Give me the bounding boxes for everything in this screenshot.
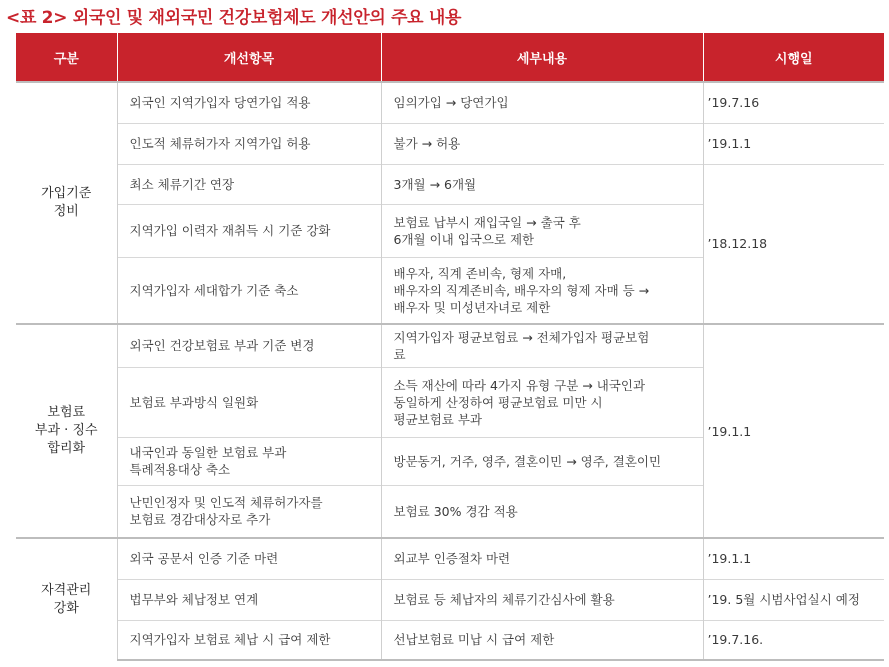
header-category: 구분 bbox=[16, 33, 117, 82]
detail-cell: 지역가입자 평균보험료 → 전체가입자 평균보험 료 bbox=[381, 324, 703, 367]
table-row bbox=[16, 620, 884, 660]
table-row bbox=[16, 123, 884, 164]
date-cell: ’19.7.16. bbox=[703, 620, 884, 660]
item-cell: 난민인정자 및 인도적 체류허가자를 보험료 경감대상자로 추가 bbox=[117, 485, 381, 538]
detail-cell: 불가 → 허용 bbox=[381, 123, 703, 164]
detail-cell: 방문동거, 거주, 영주, 결혼이민 → 영주, 결혼이민 bbox=[381, 437, 703, 485]
detail-cell: 보험료 30% 경감 적용 bbox=[381, 485, 703, 538]
table-row bbox=[16, 538, 884, 579]
header-row bbox=[16, 33, 884, 82]
table-row bbox=[16, 579, 884, 620]
group-label: 보험료 부과 · 징수 합리화 bbox=[16, 324, 117, 538]
item-cell: 외국인 지역가입자 당연가입 적용 bbox=[117, 82, 381, 123]
date-cell: ’19.1.1 bbox=[703, 123, 884, 164]
table-row bbox=[16, 324, 884, 367]
date-cell: ’19.1.1 bbox=[703, 538, 884, 579]
item-cell: 보험료 부과방식 일원화 bbox=[117, 367, 381, 437]
item-cell: 법무부와 체납정보 연계 bbox=[117, 579, 381, 620]
detail-cell: 외교부 인증절차 마련 bbox=[381, 538, 703, 579]
detail-cell: 임의가입 → 당연가입 bbox=[381, 82, 703, 123]
reform-table bbox=[16, 33, 884, 661]
detail-cell: 3개월 → 6개월 bbox=[381, 164, 703, 204]
item-cell: 외국 공문서 인증 기준 마련 bbox=[117, 538, 381, 579]
detail-cell: 배우자, 직계 존비속, 형제 자매, 배우자의 직계존비속, 배우자의 형제 자매 등 → 배우자 및 미성년자녀로 제한 bbox=[381, 257, 703, 324]
date-cell: ’19.1.1 bbox=[703, 324, 884, 538]
item-cell: 지역가입 이력자 재취득 시 기준 강화 bbox=[117, 204, 381, 257]
date-cell: ’19. 5월 시범사업실시 예정 bbox=[703, 579, 884, 620]
table-row bbox=[16, 164, 884, 204]
detail-cell: 선납보험료 미납 시 급여 제한 bbox=[381, 620, 703, 660]
header-detail: 세부내용 bbox=[381, 33, 703, 82]
item-cell: 최소 체류기간 연장 bbox=[117, 164, 381, 204]
item-cell: 지역가입자 세대합가 기준 축소 bbox=[117, 257, 381, 324]
item-cell: 외국인 건강보험료 부과 기준 변경 bbox=[117, 324, 381, 367]
detail-cell: 보험료 납부시 재입국일 → 출국 후 6개월 이내 입국으로 제한 bbox=[381, 204, 703, 257]
item-cell: 내국인과 동일한 보험료 부과 특례적용대상 축소 bbox=[117, 437, 381, 485]
group-label: 가입기준 정비 bbox=[16, 82, 117, 324]
item-cell: 지역가입자 보험료 체납 시 급여 제한 bbox=[117, 620, 381, 660]
item-cell: 인도적 체류허가자 지역가입 허용 bbox=[117, 123, 381, 164]
detail-cell: 보험료 등 체납자의 체류기간심사에 활용 bbox=[381, 579, 703, 620]
table-row bbox=[16, 82, 884, 123]
header-item: 개선항목 bbox=[117, 33, 381, 82]
group-label: 자격관리 강화 bbox=[16, 538, 117, 660]
date-cell: ’18.12.18 bbox=[703, 164, 884, 324]
table-title: <표 2> 외국인 및 재외국민 건강보험제도 개선안의 주요 내용 bbox=[6, 8, 462, 28]
date-cell: ’19.7.16 bbox=[703, 82, 884, 123]
detail-cell: 소득 재산에 따라 4가지 유형 구분 → 내국인과 동일하게 산정하여 평균보험료 미만 시 평균보험료 부과 bbox=[381, 367, 703, 437]
header-date: 시행일 bbox=[703, 33, 884, 82]
